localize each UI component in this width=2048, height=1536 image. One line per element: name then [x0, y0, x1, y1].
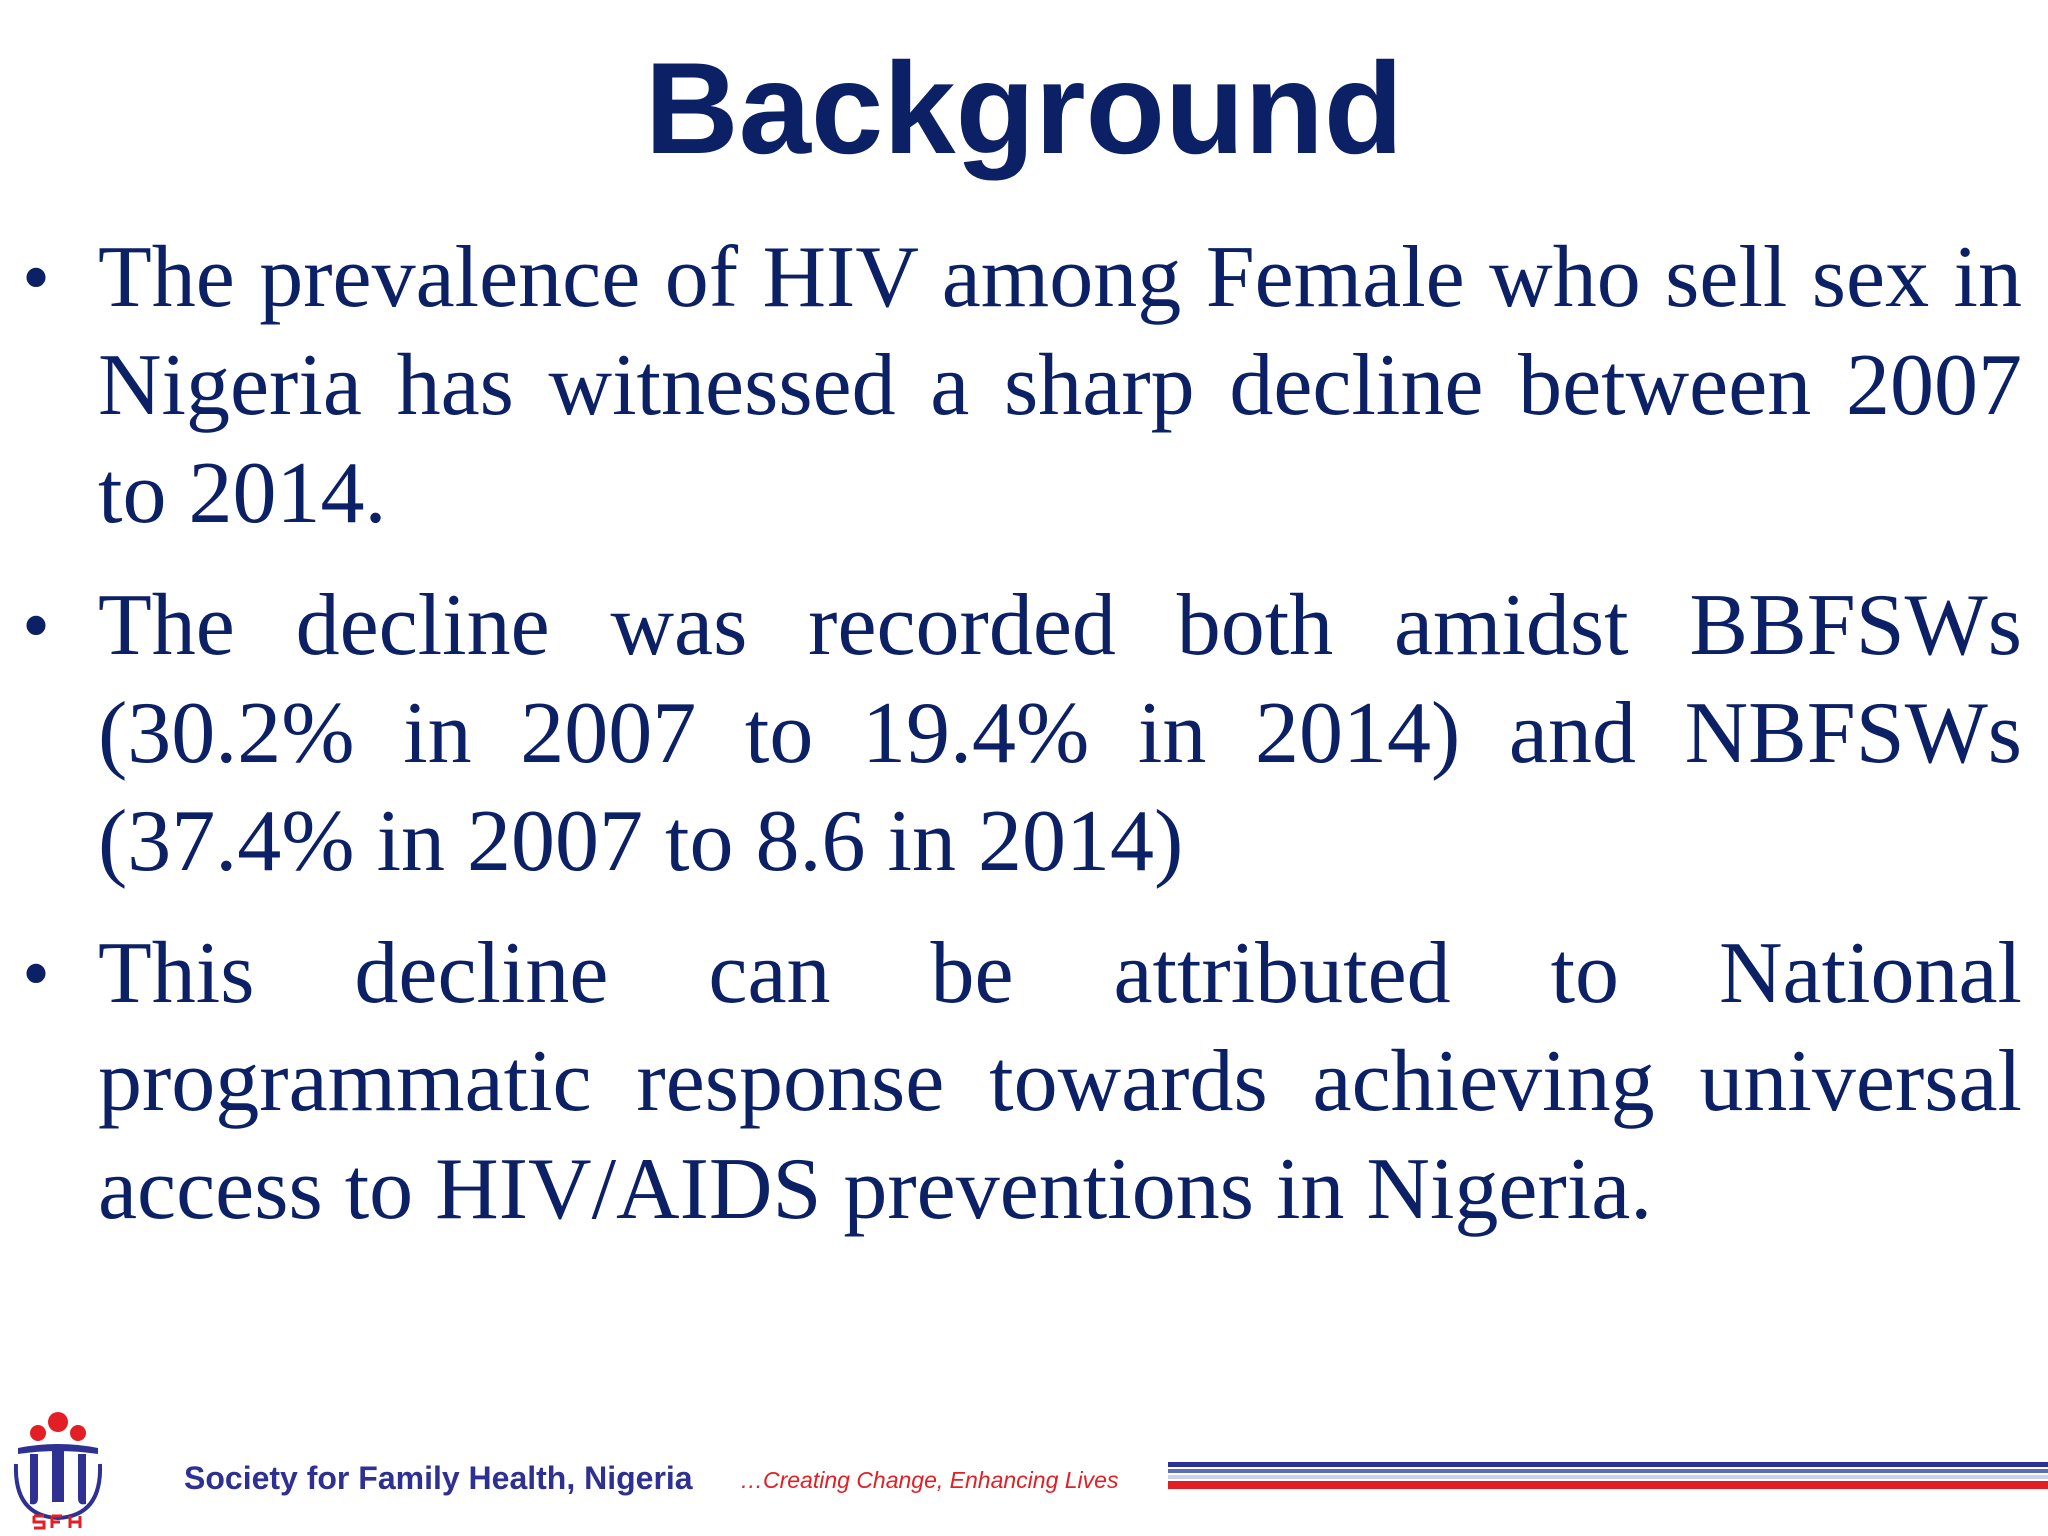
bullet-dot-icon: •: [22, 234, 51, 322]
bullet-text: This decline can be attributed to National programmatic response towards achieving universal access to HIV/AIDS preventions in Nigeria.: [98, 925, 2022, 1238]
slide-title: Background: [644, 35, 1404, 181]
bullet-text: The prevalence of HIV among Female who sell sex in Nigeria has witnessed a sharp decline between 2007 to 2014.: [98, 229, 2022, 542]
footer: [0, 1400, 2048, 1536]
bullet-item: [22, 572, 2022, 896]
sfh-logo-icon: [8, 1406, 108, 1532]
bullet-list: [22, 224, 2022, 1268]
bullet-dot-icon: •: [22, 582, 51, 670]
footer-stripes: [1168, 1462, 2048, 1496]
stripe-blue-light: [1168, 1469, 2048, 1473]
bullet-item: [22, 920, 2022, 1244]
stripe-gap: [1168, 1475, 2048, 1479]
bullet-text: The decline was recorded both amidst BBFSWs (30.2% in 2007 to 19.4% in 2014) and NBFSWs (37.4% in 2007 to 8.6 in 2014): [98, 577, 2022, 890]
organization-tagline: …Creating Change, Enhancing Lives: [740, 1467, 1119, 1493]
stripe-red: [1168, 1481, 2048, 1489]
stripe-blue: [1168, 1462, 2048, 1467]
organization-name: Society for Family Health, Nigeria: [184, 1460, 693, 1496]
bullet-dot-icon: •: [22, 930, 51, 1018]
bullet-item: [22, 224, 2022, 548]
